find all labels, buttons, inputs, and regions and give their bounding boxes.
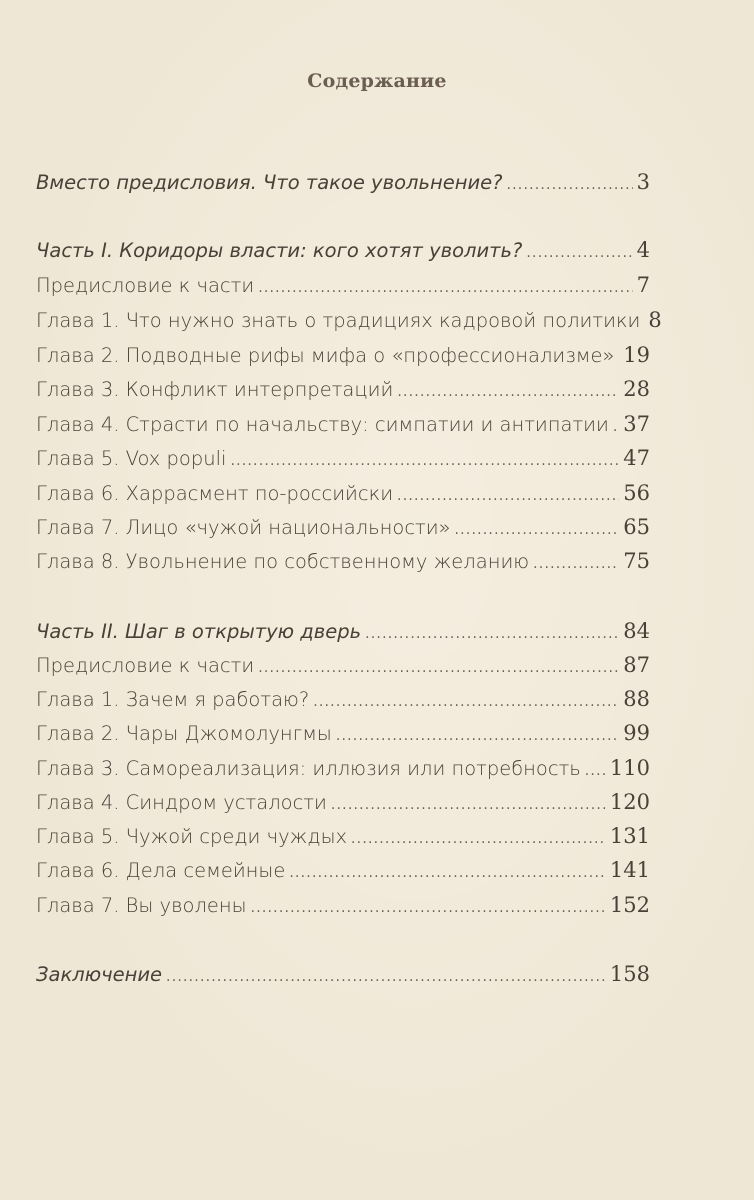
toc-entry (36, 478, 650, 508)
dot-leader (289, 858, 606, 888)
toc-entry-page: 110 (609, 756, 650, 780)
toc-entry-page: 3 (636, 170, 650, 194)
dot-leader (331, 790, 606, 820)
dot-leader (507, 170, 633, 200)
toc-entry (36, 753, 650, 783)
toc-entry (36, 443, 650, 473)
toc-entry-page: 37 (623, 412, 650, 436)
toc-entry-label: Глава 7. Лицо «чужой национальности» (36, 516, 451, 539)
dot-leader (618, 343, 619, 373)
dot-leader (251, 893, 606, 923)
toc-entry (36, 270, 650, 300)
toc-entry (36, 821, 650, 851)
toc-entry-label: Глава 2. Чары Джомолунгмы (36, 722, 332, 745)
toc-entry-page: 87 (623, 653, 650, 677)
toc-entry-label: Глава 2. Подводные рифы мифа о «профессионализме» (36, 344, 615, 367)
toc-entry-page: 84 (623, 619, 650, 643)
toc-entry-label: Глава 3. Самореализация: иллюзия или потребность (36, 757, 581, 780)
toc-entry-label: Глава 6. Дела семейные (36, 859, 286, 882)
toc-entry-page: 152 (609, 893, 650, 917)
toc-entry-label: Глава 3. Конфликт интерпретаций (36, 378, 394, 401)
dot-leader (336, 721, 619, 751)
toc-entry (36, 167, 650, 197)
toc-entry-page: 7 (636, 273, 650, 297)
page-title: Содержание (307, 70, 447, 92)
toc-entry-page: 56 (623, 481, 650, 505)
toc-entry-label: Предисловие к части (36, 654, 255, 677)
dot-leader (313, 687, 619, 717)
toc-entry-label: Глава 5. Vox populi (36, 447, 227, 470)
dot-leader (526, 238, 632, 268)
dot-leader (397, 377, 619, 407)
toc-entry-label: Глава 4. Синдром усталости (36, 791, 327, 814)
toc-entry-label: Предисловие к части (36, 274, 255, 297)
toc-entry (36, 684, 650, 714)
toc-entry-page: 65 (623, 515, 650, 539)
toc-entry (36, 890, 650, 920)
toc-entry-label: Часть I. Коридоры власти: кого хотят уволить? (36, 239, 523, 262)
toc-entry-label: Глава 8. Увольнение по собственному желанию (36, 550, 530, 573)
toc-entry-page: 158 (609, 962, 650, 986)
toc-entry-page: 47 (623, 446, 650, 470)
toc-entry-page: 131 (609, 824, 650, 848)
dot-leader (613, 412, 619, 442)
toc-entry (36, 855, 650, 885)
toc-entry-page: 120 (609, 790, 650, 814)
toc-entry-page: 8 (648, 308, 662, 332)
toc-entry (36, 616, 650, 646)
toc-entry (36, 718, 650, 748)
dot-leader (351, 824, 606, 854)
toc-entry-label: Глава 7. Вы уволены (36, 894, 247, 917)
dot-leader (166, 962, 606, 992)
toc-entry-page: 28 (623, 377, 650, 401)
toc-entry-page: 75 (623, 549, 650, 573)
toc-entry-label: Глава 4. Страсти по начальству: симпатии и антипатии (36, 413, 609, 436)
toc-entry (36, 959, 650, 989)
dot-leader (258, 653, 619, 683)
toc-entry (36, 374, 650, 404)
toc-entry (36, 409, 650, 439)
toc-entry-label: Вместо предисловия. Что такое увольнение? (36, 171, 503, 194)
dot-leader (397, 481, 619, 511)
dot-leader (533, 549, 619, 579)
dot-leader (585, 756, 606, 786)
toc-entry-label: Глава 5. Чужой среди чуждых (36, 825, 348, 848)
toc-entry-label: Заключение (36, 963, 163, 986)
toc-entry-page: 88 (623, 687, 650, 711)
toc-entry-label: Глава 1. Зачем я работаю? (36, 688, 310, 711)
toc-entry (36, 512, 650, 542)
dot-leader (365, 619, 619, 649)
toc-entry (36, 340, 650, 370)
toc-entry (36, 305, 662, 335)
dot-leader (455, 515, 620, 545)
toc-entry-page: 4 (636, 238, 650, 262)
toc-entry (36, 546, 650, 576)
dot-leader (230, 446, 619, 476)
toc-entry (36, 787, 650, 817)
toc-entry (36, 235, 650, 265)
toc-entry-page: 141 (609, 858, 650, 882)
toc-entry-label: Глава 1. Что нужно знать о традициях кадровой политики (36, 309, 641, 332)
dot-leader (258, 273, 632, 303)
toc-entry-page: 19 (623, 343, 650, 367)
toc-entry-page: 99 (623, 721, 650, 745)
toc-entry (36, 650, 650, 680)
toc-entry-label: Часть II. Шаг в открытую дверь (36, 620, 362, 643)
toc-entry-label: Глава 6. Харрасмент по-российски (36, 482, 394, 505)
